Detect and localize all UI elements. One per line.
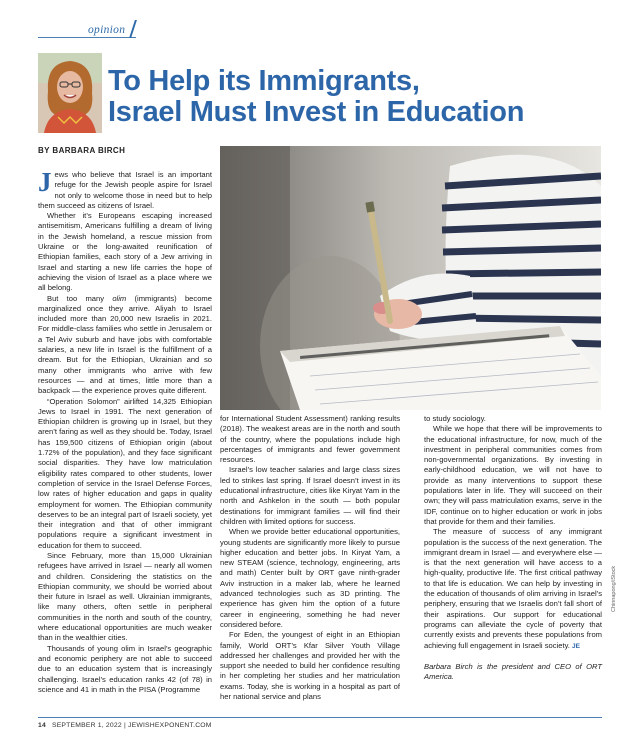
article-column-1 <box>38 167 212 695</box>
author-bio: Barbara Birch is the president and CEO of ORT America. <box>424 661 602 682</box>
paragraph-3-italic: olim <box>112 293 127 303</box>
author-photo <box>38 53 102 133</box>
paragraph-10: For Eden, the youngest of eight in an Ethiopian family, World ORT’s Kfar Silver Youth Village addressed her challenges and provided her with the support she needed to build her confidence resulting in her completing her studies and her matriculation exams. Today, she is working in a hospital as part of her national service and plans <box>220 630 400 702</box>
page-number: 14 <box>38 722 46 729</box>
footer <box>38 722 212 729</box>
footer-text: SEPTEMBER 1, 2022 | JEWISHEXPONENT.COM <box>51 722 212 729</box>
paragraph-9: When we provide better educational opportunities, young students are significantly more likely to pursue higher education and better jobs. In Kiryat Yam, a new STEAM (science, technology, engineering, arts and math) Center built by ORT gave ninth-grader Aviv instruction in a maker lab, where he learned advanced technologies such as 3D printing. The experience has given him the option of a future career in engineering, something he had never considered before. <box>220 527 400 629</box>
photo-credit: Chinnapong/iStock <box>611 565 617 612</box>
author-portrait-illustration <box>38 53 102 133</box>
section-label: opinion <box>88 24 126 36</box>
paragraph-11: to study sociology. <box>424 414 486 423</box>
article-column-2 <box>220 414 400 702</box>
paragraph-13 <box>424 527 602 652</box>
paragraph-1 <box>38 167 212 211</box>
paragraph-6: Thousands of young olim in Israel’s geographic and economic periphery are not able to succeed due to an education system that is increasingly challenging. Israel’s education ranks 42 (of 78) in science and 41 in math in the PISA (Programme <box>38 643 212 694</box>
paragraph-12: While we hope that there will be improvements to the educational infrastructure, for now, much of the investment in peripheral communities comes from non-governmental organizations. By investing in early-childhood education, we will not have to provide as many interventions to support these populations later in life. They will succeed on their own; they will pass matriculation exams, serve in the IDF, continue on to higher education or work in jobs that provide for them and their families. <box>424 424 602 526</box>
paragraph-4: “Operation Solomon” airlifted 14,325 Ethiopian Jews to Israel in 1991. The next generation of Ethiopian children is growing up in Israel, but they aren’t faring as well as they should be. Today, Israel has 159,500 citizens of Ethiopian origin (about 1.72% of the population), and they face significant social disparities. They have low matriculation eligibility rates compared to other students, lower completion of service in the Israel Defense Forces, low rates of higher education and gaps in quality employment for women. The Ethiopian community deserves to be an integral part of Israeli society, yet their integration and that of other immigrant populations require a significant investment in education for them to succeed. <box>38 396 212 550</box>
student-writing-illustration <box>220 146 601 410</box>
paragraph-8: Israel’s low teacher salaries and large class sizes led to strikes last spring. If Israel doesn’t invest in its educational infrastructure, cities like Kiryat Yam in the north and Ashkelon in the south — both popular destinations for immigrant families — will find their children with limited options for success. <box>220 465 400 526</box>
headline-line-1: To Help its Immigrants, <box>108 65 420 97</box>
end-mark: JE <box>572 642 580 650</box>
paragraph-1-text: ews who believe that Israel is an important refuge for the Jewish people aspire for Israel not only to welcome those in need but to help them succeed as citizens of Israel. <box>38 170 212 210</box>
paragraph-13-text: The measure of success of any immigrant population is the success of the next generation. The immigrant dream in Israel — and everywhere else — is that the next generation will have access to a high-quality, productive life. The first critical pathway to that life is education. We can help by investing in the education of thousands of olim arriving in Israel’s periphery, ensuring that we Israelis don’t fall short of their aspirations. Our support for educational programs can alleviate the cycle of poverty that currently exists and prevents these populations from achieving full engagement in Israeli society. <box>424 527 602 650</box>
paragraph-2: Whether it’s Europeans escaping increased antisemitism, Americans fulfilling a dream of living in the Jewish homeland, a rescue mission from Ukraine or the long-awaited reunification of Ethiopian families, each story of a Jew arriving in Israel and starting a new life carries the hope of achieving the vision of Israel as a place where we all belong. <box>38 211 212 293</box>
byline: BY BARBARA BIRCH <box>38 146 126 155</box>
drop-cap: J <box>38 167 52 197</box>
paragraph-5: Since February, more than 15,000 Ukrainian refugees have arrived in Israel — nearly all women and children. Considering the statistics on the Ethiopian community, we should be worried about their future in Israel as well. Ukrainian immigrants, like many others, often settle in peripheral communities in the north and south of the country, where educational opportunities are much weaker than in the wealthier cities. <box>38 550 212 643</box>
paragraph-3-text-b: (immigrants) become marginalized once they arrive. Aliyah to Israel included more than 20,000 new Israelis in 2021. For middle-class families who settle in Jerusalem or a Tel Aviv suburb and have jobs with comfortable salaries, a new life in Israel is the fulfillment of a dream. But for the Ethiopian, Ukrainian and so many other immigrants who arrive with few resources — and at times, little more than a backpack — the experience proves quite different. <box>38 293 212 396</box>
headline-line-2: Israel Must Invest in Education <box>108 96 525 128</box>
footer-rule <box>38 717 602 718</box>
paragraph-3-text-a: But too many <box>47 293 113 303</box>
section-rule <box>38 37 136 38</box>
article-column-3 <box>424 414 602 682</box>
section-slash <box>129 20 136 38</box>
article-photo <box>220 146 601 410</box>
headline <box>108 66 628 128</box>
paragraph-7: for International Student Assessment) ranking results (2018). The weakest areas are in the north and south of the country, where the populations include high percentages of immigrants and fewer government resources. <box>220 414 400 465</box>
paragraph-3 <box>38 294 212 397</box>
